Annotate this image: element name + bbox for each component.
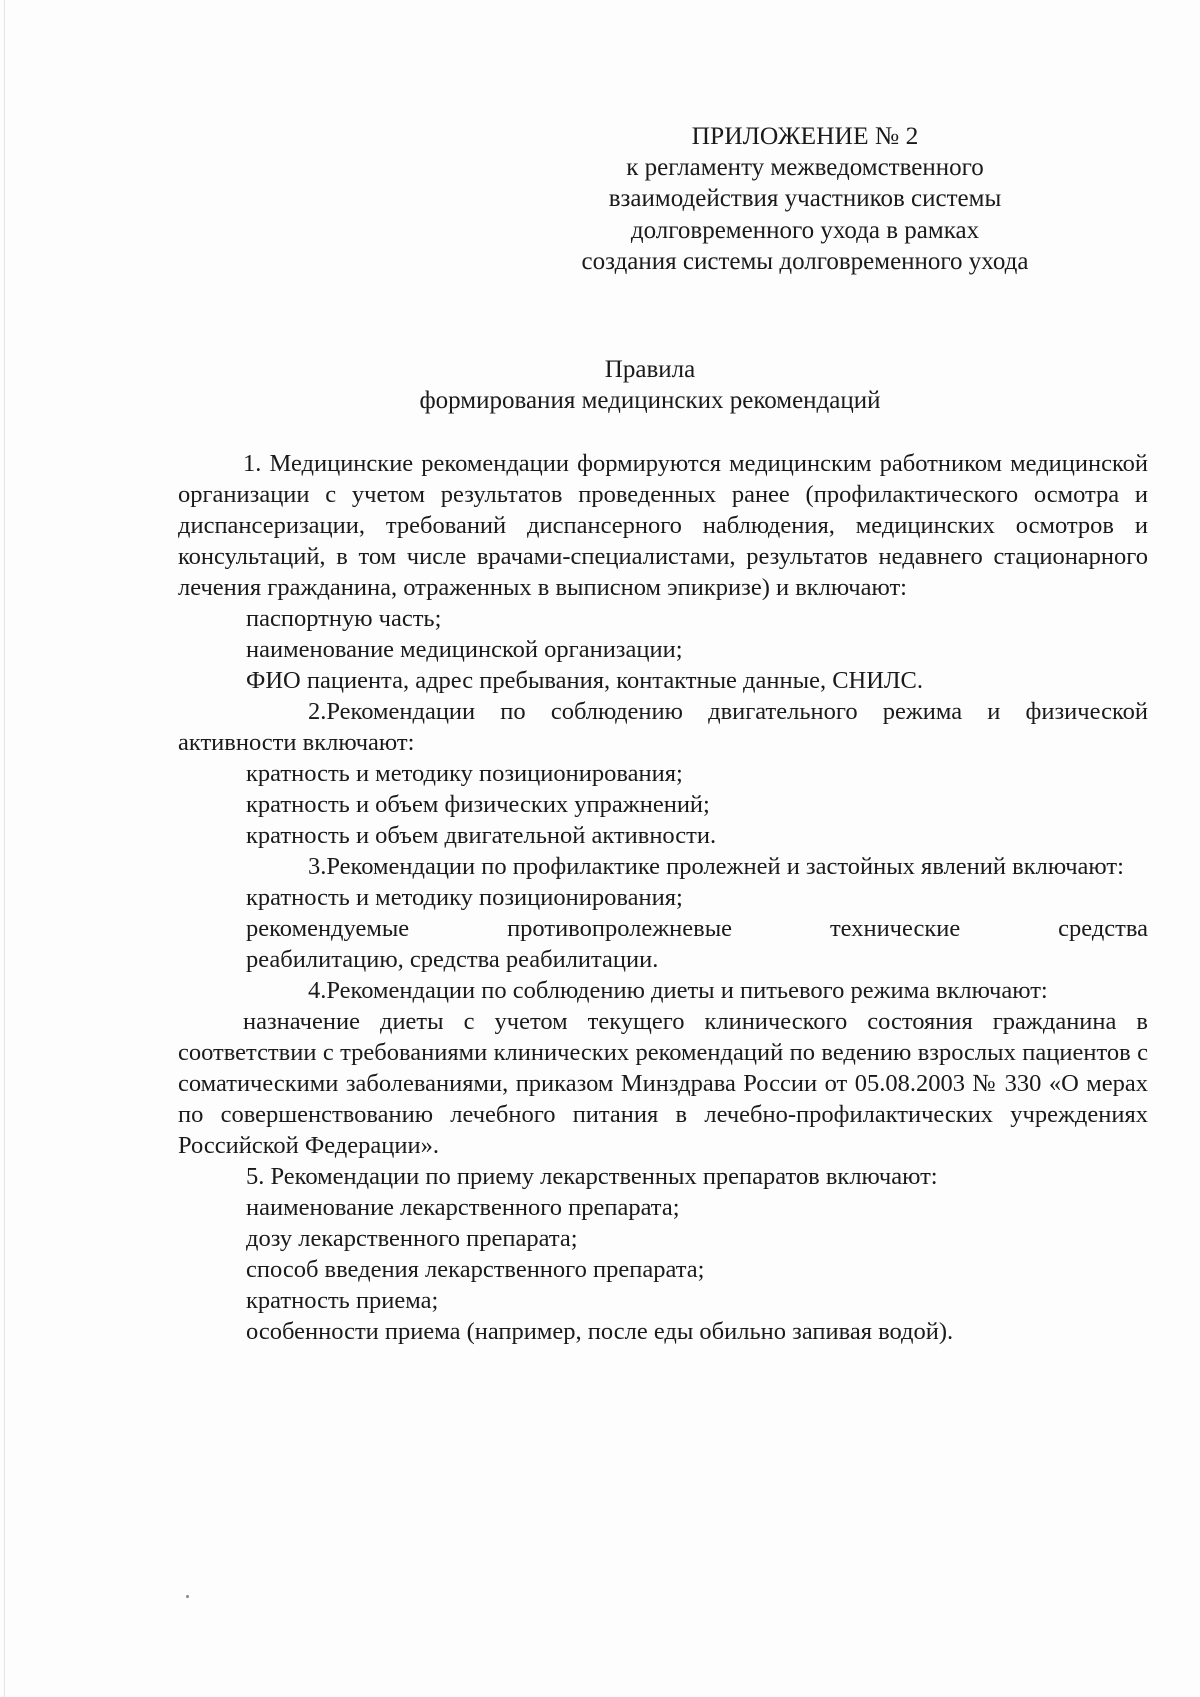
list-item: кратность и объем двигательной активности. <box>246 822 717 849</box>
list-item: паспортную часть; <box>246 605 442 632</box>
section-3-text: Рекомендации по профилактике пролежней и застойных явлений включают: <box>326 853 1124 880</box>
appendix-number: ПРИЛОЖЕНИЕ № 2 <box>691 121 919 150</box>
section-2-paragraph <box>178 696 1148 758</box>
list-item: способ введения лекарственного препарата; <box>246 1256 705 1283</box>
appendix-line: создания системы долговременного ухода <box>581 248 1029 275</box>
list-item: кратность и методику позиционирования; <box>246 760 683 787</box>
appendix-line: взаимодействия участников системы <box>608 185 1002 212</box>
list-item: реабилитацию, средства реабилитации. <box>246 946 659 973</box>
section-2-number: 2. <box>308 698 327 725</box>
list-item: дозу лекарственного препарата; <box>246 1225 578 1252</box>
document-title: Правила <box>604 356 696 383</box>
appendix-line: к регламенту межведомственного <box>626 153 984 181</box>
scan-edge <box>4 0 5 1697</box>
list-item: наименование лекарственного препарата; <box>246 1194 680 1221</box>
appendix-line: долговременного ухода в рамках <box>630 216 980 244</box>
appendix-header <box>545 120 1065 278</box>
list-item: кратность и методику позиционирования; <box>246 884 683 911</box>
section-1-text: 1. Медицинские рекомендации формируются медицинским работником медицинской организации с учетом результатов проведенных ранее (профилактического осмотра и диспансеризации, требований диспансерного наблюдения, медицинских осмотров и консультаций, в том числе врачами-специалистами, результатов недавнего стационарного лечения гражданина, отраженных в выписном эпикризе) и включают: <box>178 450 1148 601</box>
scan-speck <box>186 1595 189 1598</box>
section-4-item: назначение диеты с учетом текущего клинического состояния гражданина в соответствии с требованиями клинических рекомендаций по ведению взрослых пациентов с соматическими заболеваниями, приказом Минздрава России от 05.08.2003 № 330 «О мерах по совершенствованию лечебного питания в лечебно-профилактических учреждениях Российской Федерации». <box>178 1008 1148 1159</box>
section-3-number: 3. <box>308 853 327 880</box>
list-item: кратность и объем физических упражнений; <box>246 791 710 818</box>
list-item: рекомендуемые противопролежневые технические средства <box>246 915 1148 942</box>
section-4-number: 4. <box>308 977 327 1004</box>
section-3-paragraph <box>178 851 1148 882</box>
list-item: наименование медицинской организации; <box>246 636 683 663</box>
list-item: кратность приема; <box>246 1287 439 1314</box>
section-4-text: Рекомендации по соблюдению диеты и питьевого режима включают: <box>326 977 1048 1004</box>
section-5-text: 5. Рекомендации по приему лекарственных препаратов включают: <box>246 1163 938 1190</box>
document-body <box>178 448 1148 1347</box>
document-subtitle: формирования медицинских рекомендаций <box>419 387 881 414</box>
section-2-text: Рекомендации по соблюдению двигательного режима и физической активности включают: <box>178 698 1148 756</box>
section-4-paragraph <box>178 975 1148 1006</box>
list-item: ФИО пациента, адрес пребывания, контактные данные, СНИЛС. <box>246 667 924 694</box>
list-item: особенности приема (например, после еды обильно запивая водой). <box>246 1318 954 1345</box>
